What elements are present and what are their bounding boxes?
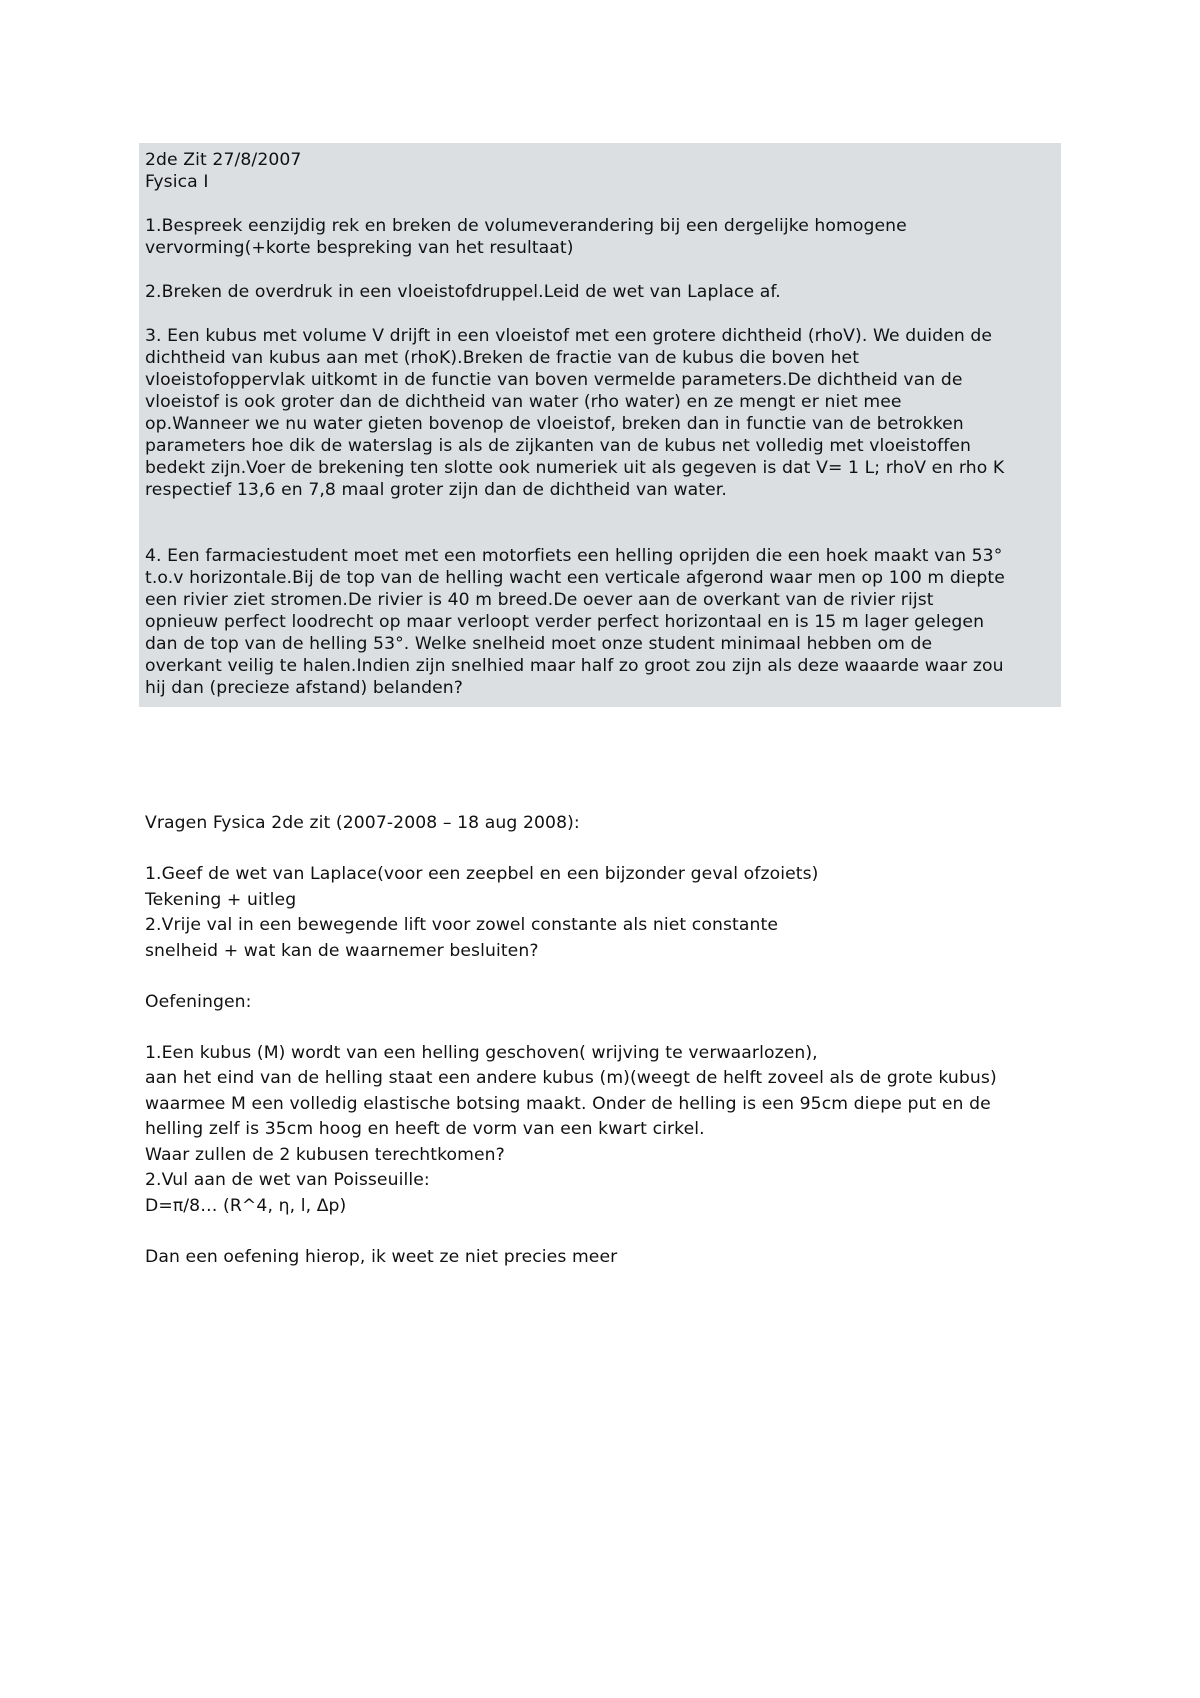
question-4-line: t.o.v horizontale.Bij de top van de helling wacht een verticale afgerond waar men op 100 m diepte <box>145 568 1005 588</box>
question-3-line: 3. Een kubus met volume V drijft in een vloeistof met een grotere dichtheid (rhoV). We duiden de <box>145 326 993 346</box>
question-4-line: opnieuw perfect loodrecht op maar verloopt verder perfect horizontaal en is 15 m lager gelegen <box>145 612 985 632</box>
question-4-line: 4. Een farmaciestudent moet met een motorfiets een helling oprijden die een hoek maakt van 53° <box>145 546 1003 566</box>
question-3-line: vloeistofoppervlak uitkomt in de functie van boven vermelde parameters.De dichtheid van de <box>145 370 963 390</box>
exercise-line: 1.Een kubus (M) wordt van een helling geschoven( wrijving te verwaarlozen), <box>145 1042 818 1063</box>
exam-2007-block <box>139 143 1061 707</box>
question-1-line: 1.Bespreek eenzijdig rek en breken de volumeverandering bij een dergelijke homogene <box>145 216 907 236</box>
exercise-line: 2.Vul aan de wet van Poisseuille: <box>145 1170 430 1190</box>
question-3-line: parameters hoe dik de waterslag is als de zijkanten van de kubus net volledig met vloeistoffen <box>145 436 972 456</box>
theory-question-line: Tekening + uitleg <box>145 889 297 910</box>
theory-question-line: 2.Vrije val in een bewegende lift voor zowel constante als niet constante <box>145 915 778 935</box>
question-3-line: bedekt zijn.Voer de brekening ten slotte ook numeriek uit als gegeven is dat V= 1 L; rhoV en rho K <box>145 458 1005 478</box>
exercise-line: D=π/8… (R^4, η, l, Δp) <box>145 1195 347 1216</box>
question-4-line: overkant veilig te halen.Indien zijn snelhied maar half zo groot zou zijn als deze waaarde waar zou <box>145 656 1004 676</box>
question-2-line: 2.Breken de overdruk in een vloeistofdruppel.Leid de wet van Laplace af. <box>145 282 781 302</box>
question-4-line: dan de top van de helling 53°. Welke snelheid moet onze student minimaal hebben om de <box>145 634 933 654</box>
exercise-line: waarmee M een volledig elastische botsing maakt. Onder de helling is een 95cm diepe put en de <box>145 1093 991 1114</box>
question-4-line: een rivier ziet stromen.De rivier is 40 m breed.De oever aan de overkant van de rivier rijst <box>145 590 934 610</box>
question-4-line: hij dan (precieze afstand) belanden? <box>145 678 464 698</box>
closing-remark: Dan een oefening hierop, ik weet ze niet precies meer <box>145 1246 618 1267</box>
theory-question-line: snelheid + wat kan de waarnemer besluiten? <box>145 940 539 961</box>
exam-2008-block <box>145 811 1065 1270</box>
exercises-heading: Oefeningen: <box>145 991 252 1012</box>
exercise-line: helling zelf is 35cm hoog en heeft de vorm van een kwart cirkel. <box>145 1119 705 1139</box>
exercise-line: Waar zullen de 2 kubusen terechtkomen? <box>145 1144 505 1165</box>
course-title: Fysica I <box>145 172 209 192</box>
question-3-line: vloeistof is ook groter dan de dichtheid van water (rho water) en ze mengt er niet mee <box>145 392 902 412</box>
question-1-line: vervorming(+korte bespreking van het resultaat) <box>145 238 574 258</box>
exam-2008-title: Vragen Fysica 2de zit (2007-2008 – 18 aug 2008): <box>145 813 580 833</box>
theory-question-line: 1.Geef de wet van Laplace(voor een zeepbel en een bijzonder geval ofzoiets) <box>145 864 819 884</box>
question-3-line: op.Wanneer we nu water gieten bovenop de vloeistof, breken dan in functie van de betrokken <box>145 414 964 434</box>
question-3-line: respectief 13,6 en 7,8 maal groter zijn dan de dichtheid van water. <box>145 480 727 500</box>
question-3-line: dichtheid van kubus aan met (rhoK).Breken de fractie van de kubus die boven het <box>145 348 860 368</box>
exam-date-header: 2de Zit 27/8/2007 <box>145 150 302 170</box>
exercise-line: aan het eind van de helling staat een andere kubus (m)(weegt de helft zoveel als de grote kubus) <box>145 1068 997 1088</box>
